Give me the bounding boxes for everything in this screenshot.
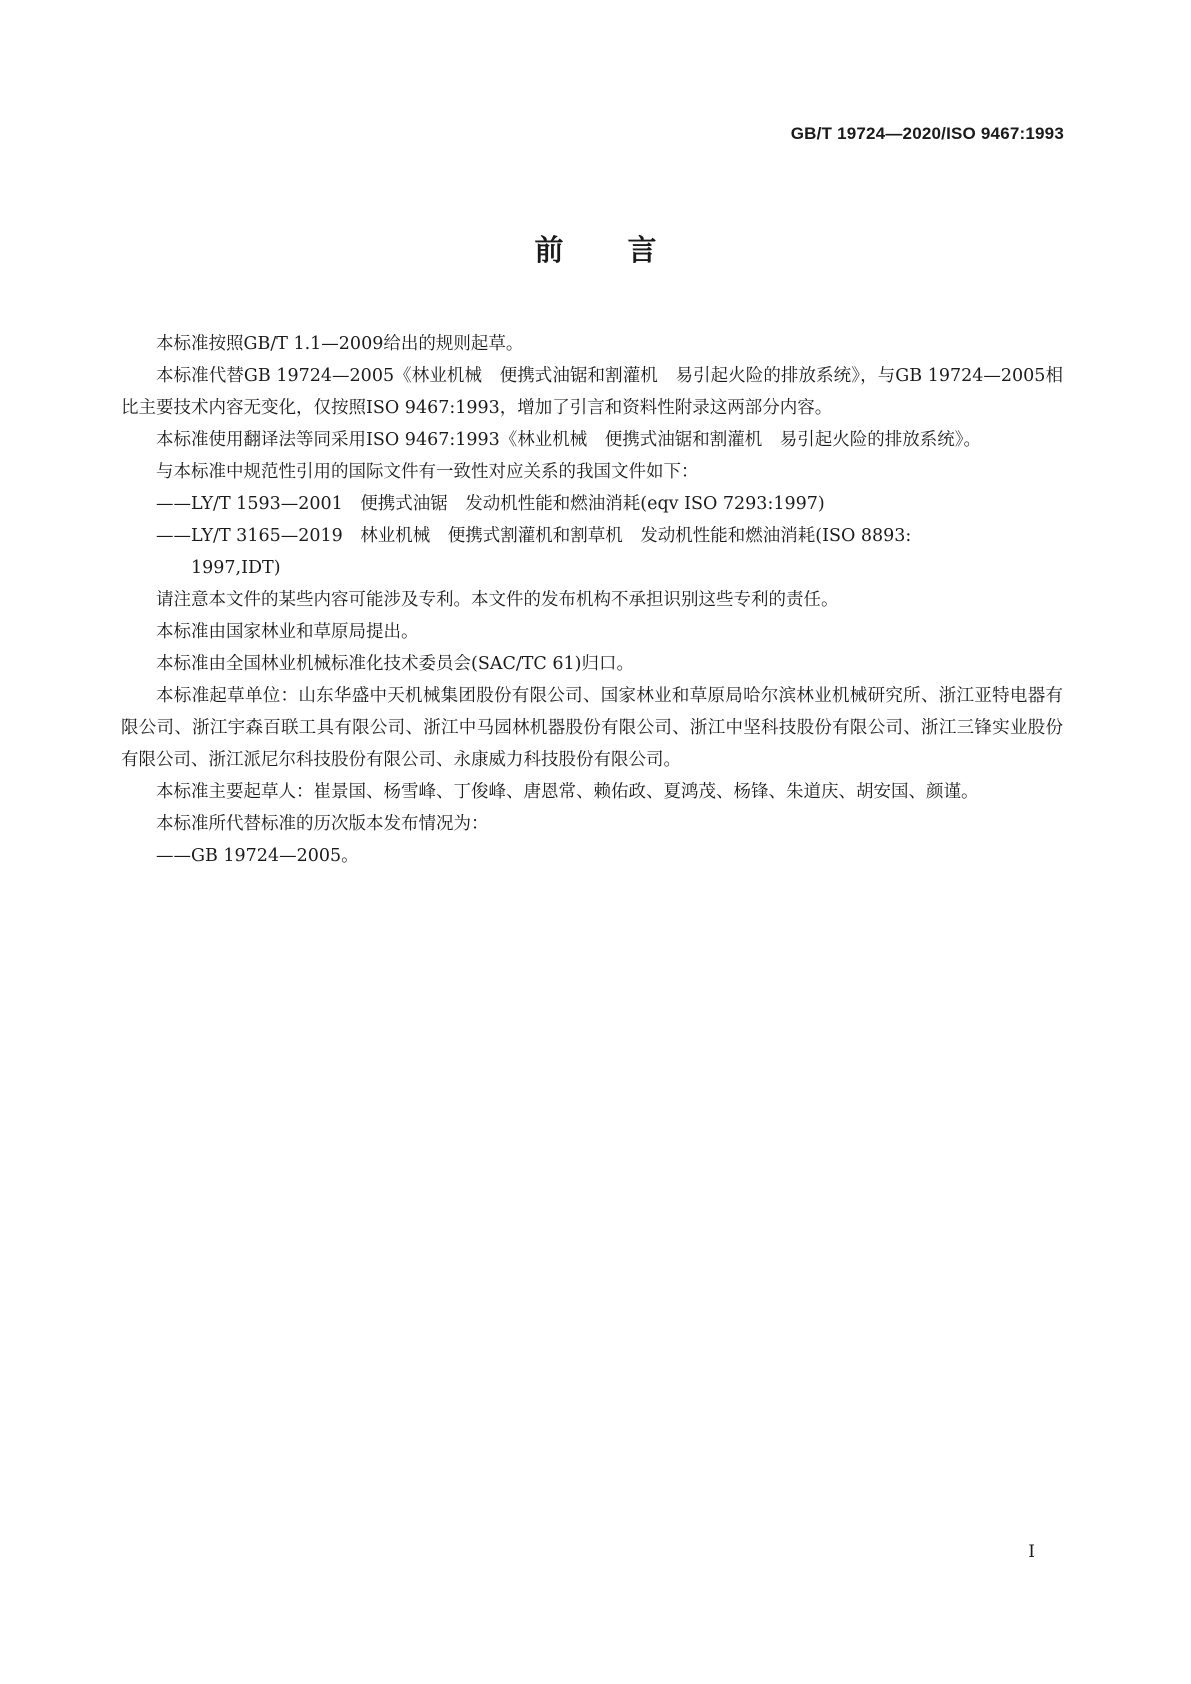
foreword-body xyxy=(121,328,1063,872)
paragraph-patent-notice: 请注意本文件的某些内容可能涉及专利。本文件的发布机构不承担识别这些专利的责任。 xyxy=(156,590,839,610)
paragraph-committee: 本标准由全国林业机械标准化技术委员会(SAC/TC 61)归口。 xyxy=(156,654,634,674)
paragraph-proposer: 本标准由国家林业和草原局提出。 xyxy=(156,622,419,642)
paragraph-drafting-rules: 本标准按照GB/T 1.1—2009给出的规则起草。 xyxy=(156,334,524,354)
paragraph-drafting-units: 本标准起草单位：山东华盛中天机械集团股份有限公司、国家林业和草原局哈尔滨林业机械研究所、浙江亚特电器有限公司、浙江宇森百联工具有限公司、浙江中马园林机器股份有限公司、浙江中坚科技股份有限公司、浙江三锋实业股份有限公司、浙江派尼尔科技股份有限公司、永康威力科技股份有限公司。 xyxy=(121,686,1063,770)
paragraph-drafters: 本标准主要起草人：崔景国、杨雪峰、丁俊峰、唐恩常、赖佑政、夏鸿茂、杨锋、朱道庆、胡安国、颜谨。 xyxy=(156,782,979,802)
standard-code: GB/T 19724—2020/ISO 9467:1993 xyxy=(790,124,1064,143)
title-char-2: 言 xyxy=(627,233,657,267)
paragraph-references-intro: 与本标准中规范性引用的国际文件有一致性对应关系的我国文件如下： xyxy=(156,462,699,482)
reference-item-2-continued: 1997,IDT) xyxy=(191,558,281,578)
page-title xyxy=(0,228,1191,269)
history-list xyxy=(121,840,1063,872)
page-number: I xyxy=(1028,1542,1035,1562)
paragraph-replacement: 本标准代替GB 19724—2005《林业机械 便携式油锯和割灌机 易引起火险的排放系统》，与GB 19724—2005相比主要技术内容无变化，仅按照ISO 9467:1993，增加了引言和资料性附录这两部分内容。 xyxy=(121,366,1063,418)
history-item-1: ——GB 19724—2005。 xyxy=(156,846,359,866)
paragraph-adoption: 本标准使用翻译法等同采用ISO 9467:1993《林业机械 便携式油锯和割灌机 易引起火险的排放系统》。 xyxy=(156,430,982,450)
reference-list xyxy=(121,488,1063,584)
reference-item-2: ——LY/T 3165—2019 林业机械 便携式割灌机和割草机 发动机性能和燃油消耗(ISO 8893: xyxy=(156,526,912,546)
paragraph-history-intro: 本标准所代替标准的历次版本发布情况为： xyxy=(156,814,489,834)
title-char-1: 前 xyxy=(534,233,564,267)
reference-item-1: ——LY/T 1593—2001 便携式油锯 发动机性能和燃油消耗(eqv ISO 7293:1997) xyxy=(156,494,825,514)
